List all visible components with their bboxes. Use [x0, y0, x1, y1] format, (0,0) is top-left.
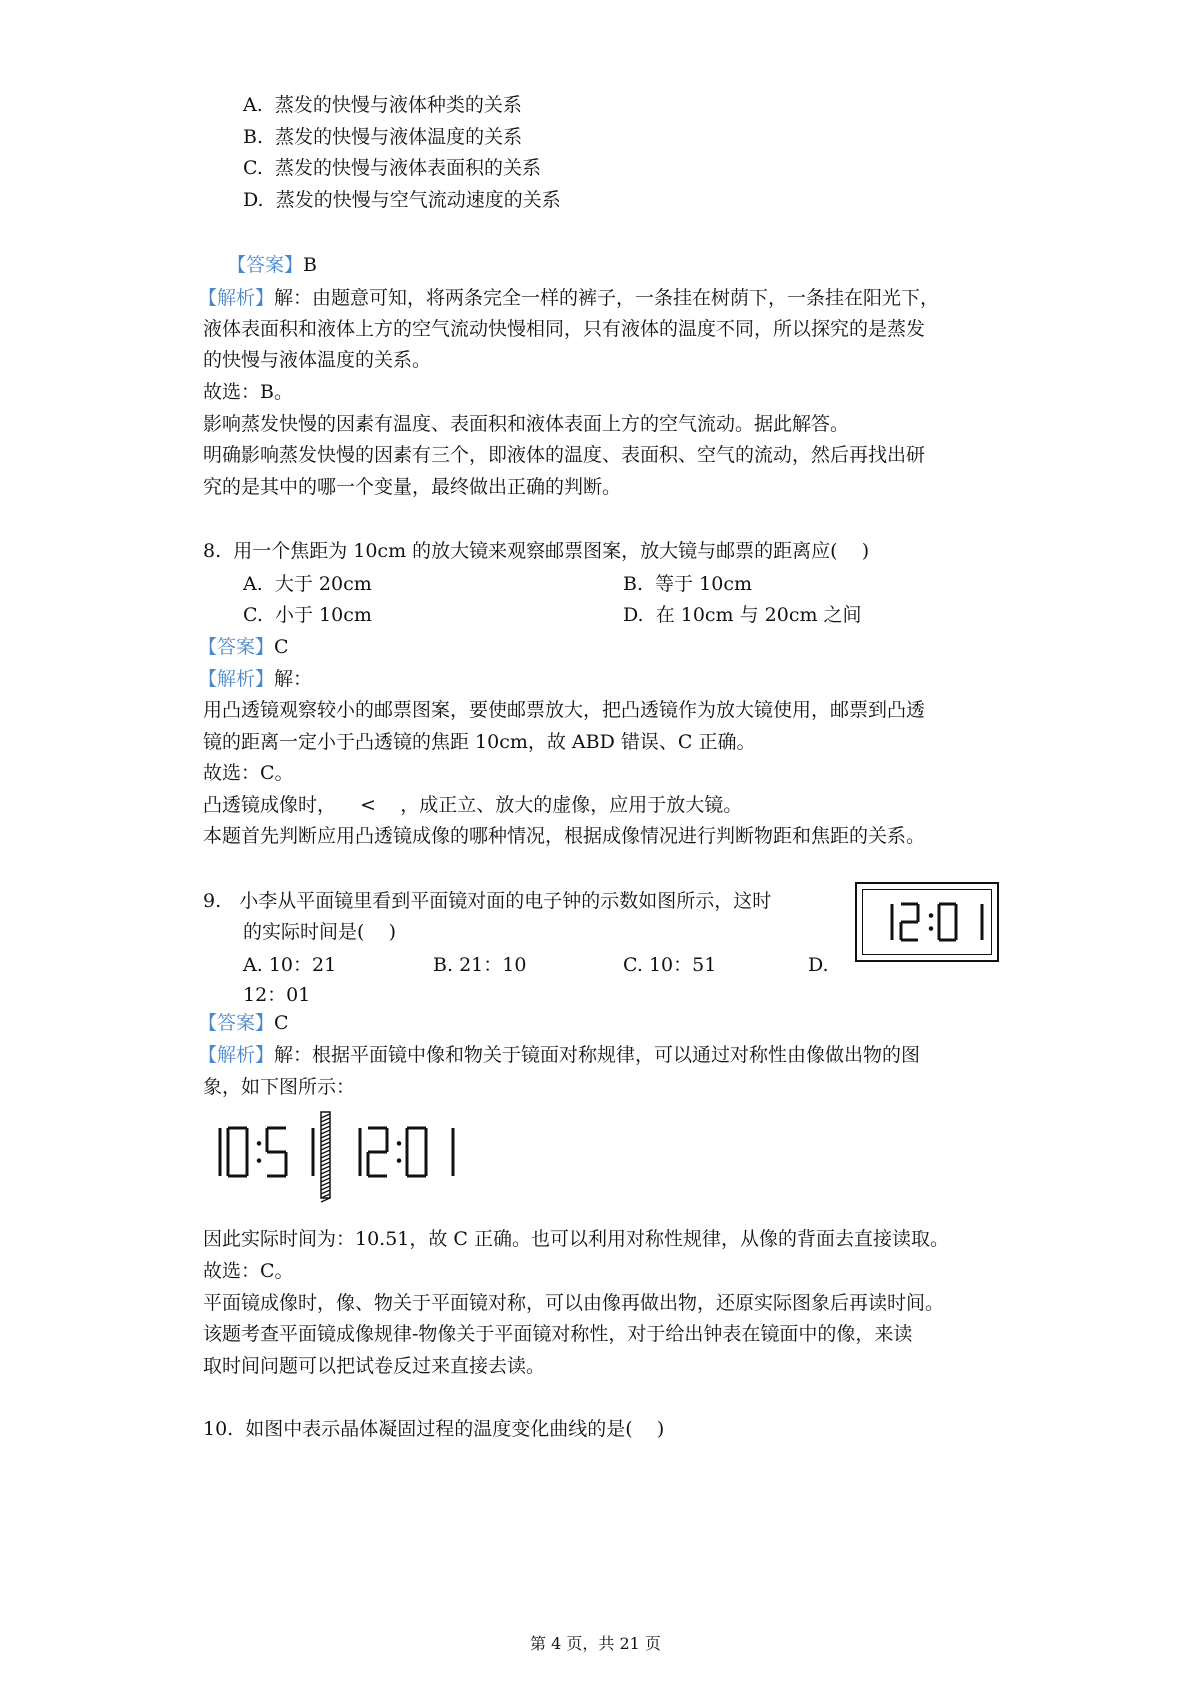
clock-colon [929, 913, 934, 930]
q9-answer: 【答案】C [198, 1012, 289, 1034]
q9-analysis-line-6: 该题考查平面镜成像规律-物像关于平面镜对称性，对于给出钟表在镜面中的像，来读 [203, 1323, 913, 1345]
q7-analysis-line-7: 究的是其中的哪一个变量，最终做出正确的判断。 [203, 476, 622, 498]
clock-digit-3 [939, 904, 956, 940]
q8-analysis-line-5: 凸透镜成像时， < ，成正立、放大的虚像，应用于放大镜。 [203, 794, 743, 816]
q8-analysis-line-3: 镜的距离一定小于凸透镜的焦距 10cm，故 ABD 错误、C 正确。 [203, 731, 756, 753]
q8-analysis-line-1: 【解析】解： [198, 668, 313, 690]
mirror-image-digit-3 [407, 1128, 426, 1176]
actual-time-colon [257, 1141, 262, 1163]
q7-analysis-line-4: 故选：B。 [203, 381, 293, 403]
q7-analysis-line-2: 液体表面积和液体上方的空气流动快慢相同，只有液体的温度不同，所以探究的是蒸发 [203, 318, 926, 340]
q7-option-d: D. 蒸发的快慢与空气流动速度的关系 [243, 189, 561, 211]
q7-option-b: B. 蒸发的快慢与液体温度的关系 [243, 126, 523, 148]
q9-option-a: A. 10：21 [243, 954, 337, 976]
q9-analysis-line-3: 因此实际时间为：10.51，故 C 正确。也可以利用对称性规律，从像的背面去直接读取。 [203, 1228, 950, 1250]
q7-analysis-line-3: 的快慢与液体温度的关系。 [203, 349, 432, 371]
mirror-clock-figure [855, 882, 999, 962]
q7-analysis-line-1: 【解析】解：由题意可知，将两条完全一样的裤子，一条挂在树荫下，一条挂在阳光下， [198, 287, 940, 309]
q7-analysis-line-5: 影响蒸发快慢的因素有温度、表面积和液体表面上方的空气流动。据此解答。 [203, 413, 850, 435]
page-footer: 第 4 页，共 21 页 [530, 1634, 661, 1653]
q8-analysis-line-4: 故选：C。 [203, 762, 294, 784]
plane-mirror [321, 1112, 330, 1202]
q7-option-c: C. 蒸发的快慢与液体表面积的关系 [243, 157, 542, 179]
mirror-symmetry-figure [195, 1108, 455, 1204]
clock-digit-1 [901, 904, 918, 940]
q8-option-c: C. 小于 10cm [243, 604, 372, 626]
q8-answer: 【答案】C [198, 636, 289, 658]
mirror-image-colon [397, 1141, 402, 1163]
q9-analysis-line-1: 【解析】解：根据平面镜中像和物关于镜面对称规律，可以通过对称性由像做出物的图 [198, 1044, 921, 1066]
q9-option-d-text: 12：01 [243, 984, 311, 1006]
q8-analysis-line-6: 本题首先判断应用凸透镜成像的哪种情况，根据成像情况进行判断物距和焦距的关系。 [203, 825, 926, 847]
q9-stem-line-1: 9. 小李从平面镜里看到平面镜对面的电子钟的示数如图所示，这时 [203, 890, 772, 912]
q9-option-d-label: D. [808, 954, 829, 976]
q10-stem: 10. 如图中表示晶体凝固过程的温度变化曲线的是( ) [203, 1418, 665, 1440]
q8-option-d: D. 在 10cm 与 20cm 之间 [623, 604, 862, 626]
actual-time-digit-1 [228, 1128, 247, 1176]
mirror-image-digit-1 [368, 1128, 387, 1176]
q9-analysis-line-7: 取时间问题可以把试卷反过来直接去读。 [203, 1355, 546, 1377]
q9-option-b: B. 21：10 [433, 954, 527, 976]
mirror-clock-digits [855, 882, 999, 962]
q9-option-c: C. 10：51 [623, 954, 717, 976]
q9-analysis-line-4: 故选：C。 [203, 1260, 294, 1282]
q7-answer: 【答案】B [227, 254, 317, 276]
q8-stem: 8. 用一个焦距为 10cm 的放大镜来观察邮票图案，放大镜与邮票的距离应( ) [203, 540, 870, 562]
q7-option-a: A. 蒸发的快慢与液体种类的关系 [243, 94, 522, 116]
q9-analysis-line-5: 平面镜成像时，像、物关于平面镜对称，可以由像再做出物，还原实际图象后再读时间。 [203, 1292, 945, 1314]
actual-time-digit-3 [267, 1128, 286, 1176]
q8-option-b: B. 等于 10cm [623, 573, 752, 595]
q9-analysis-line-2: 象，如下图所示： [203, 1076, 356, 1098]
q8-analysis-line-2: 用凸透镜观察较小的邮票图案，要使邮票放大，把凸透镜作为放大镜使用，邮票到凸透 [203, 699, 926, 721]
q9-stem-line-2: 的实际时间是( ) [243, 921, 396, 943]
q7-analysis-line-6: 明确影响蒸发快慢的因素有三个，即液体的温度、表面积、空气的流动，然后再找出研 [203, 444, 926, 466]
q8-option-a: A. 大于 20cm [243, 573, 372, 595]
